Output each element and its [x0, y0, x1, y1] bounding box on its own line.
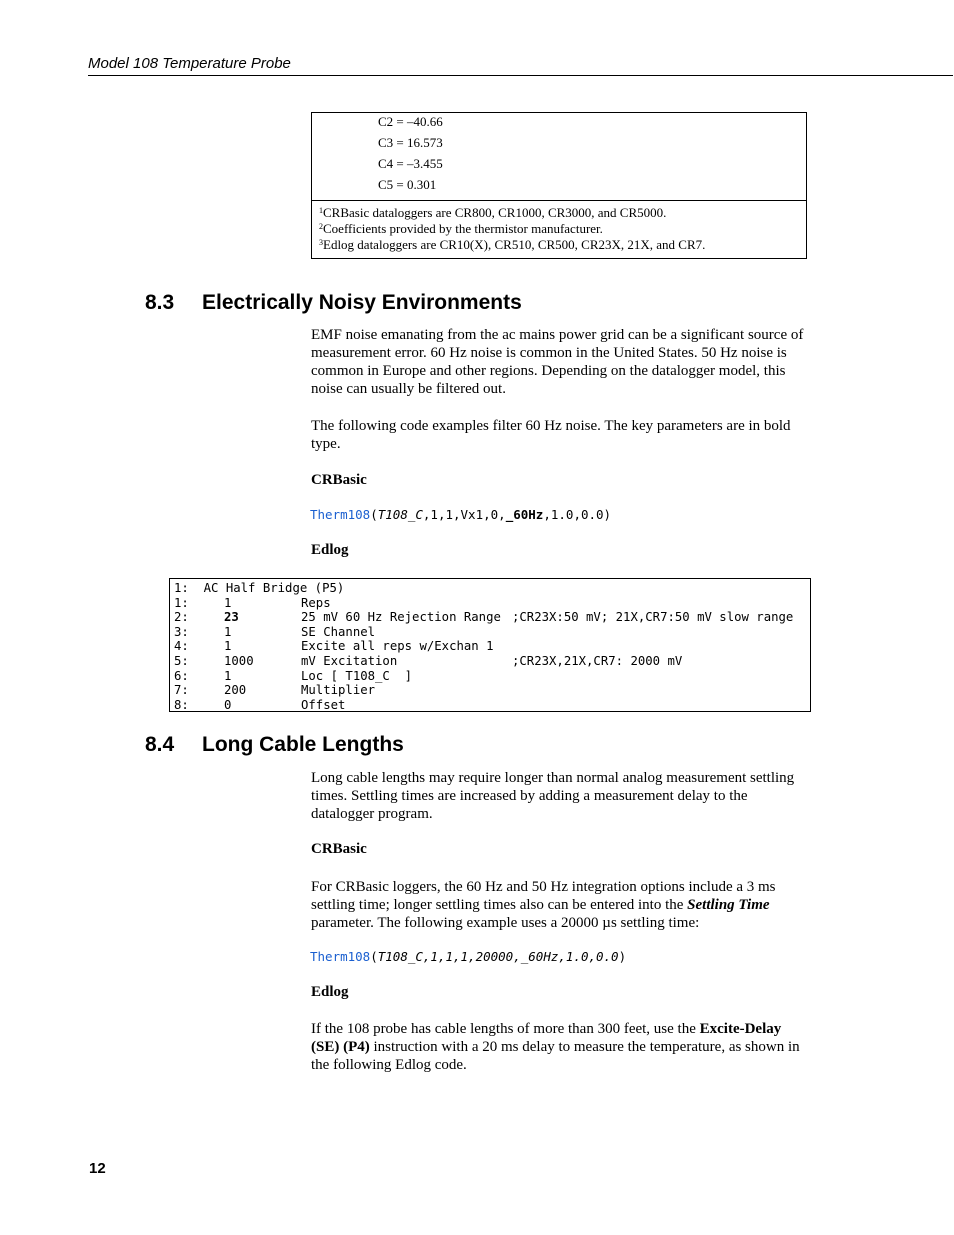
edlog-description: 25 mV 60 Hz Rejection Range: [301, 610, 501, 625]
edlog-code-box: [169, 578, 811, 712]
edlog-description: Reps: [301, 595, 331, 610]
code-paren: (: [370, 507, 378, 522]
section-heading-8-3: [145, 291, 522, 315]
edlog-value: 1: [224, 668, 232, 683]
text-run: If the 108 probe has cable lengths of more than 300 feet, use the: [311, 1021, 700, 1037]
paragraph-excite-delay: [311, 1020, 811, 1074]
edlog-value: 0: [224, 697, 232, 712]
crbasic-heading: CRBasic: [311, 472, 367, 488]
edlog-row: [174, 698, 810, 713]
section-title: Long Cable Lengths: [202, 733, 404, 756]
coefficient-list: [312, 113, 806, 200]
footnote-text: Coefficients provided by the thermistor manufacturer.: [323, 221, 603, 236]
coefficient-c3: C3 = 16.573: [378, 135, 443, 150]
crbasic-code-line: [310, 949, 626, 964]
edlog-heading: Edlog: [311, 984, 349, 1000]
text-run: parameter. The following example uses a 20000 µs settling time:: [311, 915, 700, 931]
footnote-mark: 1: [319, 206, 323, 215]
coefficient-table: [311, 112, 807, 259]
edlog-row: [174, 596, 810, 611]
edlog-instruction-title: 1: AC Half Bridge (P5): [174, 581, 345, 595]
edlog-description: Offset: [301, 697, 346, 712]
edlog-value: 23: [224, 610, 239, 625]
edlog-index: 7:: [174, 683, 189, 698]
footnote: [319, 221, 799, 237]
edlog-value: 1: [224, 624, 232, 639]
table-footnotes: [312, 200, 806, 258]
edlog-row: [174, 610, 810, 625]
edlog-description: Loc [ T108_C ]: [301, 668, 413, 683]
footnote: [319, 237, 799, 253]
edlog-index: 2:: [174, 610, 189, 625]
edlog-value: 200: [224, 683, 247, 698]
crbasic-code-line: [310, 507, 611, 522]
edlog-description: mV Excitation: [301, 653, 398, 668]
code-paren: (: [370, 949, 378, 964]
edlog-description: Excite all reps w/Exchan 1: [301, 639, 494, 654]
text-run: instruction with a 20 ms delay to measure the temperature, as shown in the following Edlog code.: [311, 1039, 800, 1073]
footnote: [319, 205, 799, 221]
edlog-row: [174, 654, 810, 669]
footnote-mark: 2: [319, 222, 323, 231]
instruction-name: Excite-Delay (SE) (P4): [311, 1021, 782, 1055]
running-header: Model 108 Temperature Probe: [88, 55, 953, 76]
function-name: Therm108: [310, 507, 371, 522]
edlog-index: 5:: [174, 653, 189, 668]
page-number: 12: [89, 1160, 106, 1177]
edlog-index: 3:: [174, 624, 189, 639]
code-argument: T108_C: [377, 507, 423, 522]
code-arguments: ,1,1,Vx1,0,: [422, 507, 506, 522]
edlog-row: [174, 625, 810, 640]
edlog-value: 1000: [224, 653, 254, 668]
section-number: 8.3: [145, 291, 175, 314]
edlog-index: 6:: [174, 668, 189, 683]
code-arguments-tail: ,1.0,0.0): [543, 507, 612, 522]
footnote-mark: 3: [319, 238, 323, 247]
paragraph-emf-noise: EMF noise emanating from the ac mains power grid can be a significant source of measurement error. 60 Hz noise is common in the United States. 50 Hz noise is common in Europe and other regions. Depending on the datalogger model, this noise can usually be filtered out.: [311, 327, 804, 397]
emphasis-settling-time: Settling Time: [687, 897, 770, 913]
edlog-row: [174, 683, 810, 698]
footnote-text: Edlog dataloggers are CR10(X), CR510, CR500, CR23X, 21X, and CR7.: [323, 237, 706, 252]
section-heading-8-4: [145, 733, 404, 757]
crbasic-heading: CRBasic: [311, 841, 367, 857]
edlog-description: SE Channel: [301, 624, 376, 639]
section-title: Electrically Noisy Environments: [202, 291, 522, 314]
edlog-row: [174, 639, 810, 654]
edlog-value: 1: [224, 595, 232, 610]
section-number: 8.4: [145, 733, 175, 756]
coefficient-c2: C2 = –40.66: [378, 114, 443, 129]
edlog-description: Multiplier: [301, 683, 376, 698]
coefficient-c5: C5 = 0.301: [378, 177, 437, 192]
edlog-comment: ;CR23X:50 mV; 21X,CR7:50 mV slow range: [512, 610, 794, 625]
edlog-heading: Edlog: [311, 542, 349, 558]
code-paren: ): [618, 949, 627, 964]
code-key-parameter: _60Hz: [505, 507, 544, 522]
edlog-row: [174, 669, 810, 684]
edlog-index: 1:: [174, 595, 189, 610]
paragraph-long-cables: Long cable lengths may require longer than normal analog measurement settling times. Settling times are increased by adding a measurement delay to the datalogger program.: [311, 770, 795, 822]
code-arguments: T108_C,1,1,1,20000,_60Hz,1.0,0.0: [377, 949, 619, 964]
paragraph-filter-examples: The following code examples filter 60 Hz noise. The key parameters are in bold type.: [311, 418, 791, 452]
edlog-value: 1: [224, 639, 232, 654]
paragraph-settling-time: [311, 878, 811, 932]
function-name: Therm108: [310, 949, 371, 964]
edlog-index: 4:: [174, 639, 189, 654]
coefficient-c4: C4 = –3.455: [378, 156, 443, 171]
edlog-comment: ;CR23X,21X,CR7: 2000 mV: [512, 653, 683, 668]
text-run: For CRBasic loggers, the 60 Hz and 50 Hz integration options include a 3 ms settling time; longer settling times also can be entered into the: [311, 879, 776, 913]
edlog-index: 8:: [174, 697, 189, 712]
footnote-text: CRBasic dataloggers are CR800, CR1000, CR3000, and CR5000.: [323, 205, 667, 220]
